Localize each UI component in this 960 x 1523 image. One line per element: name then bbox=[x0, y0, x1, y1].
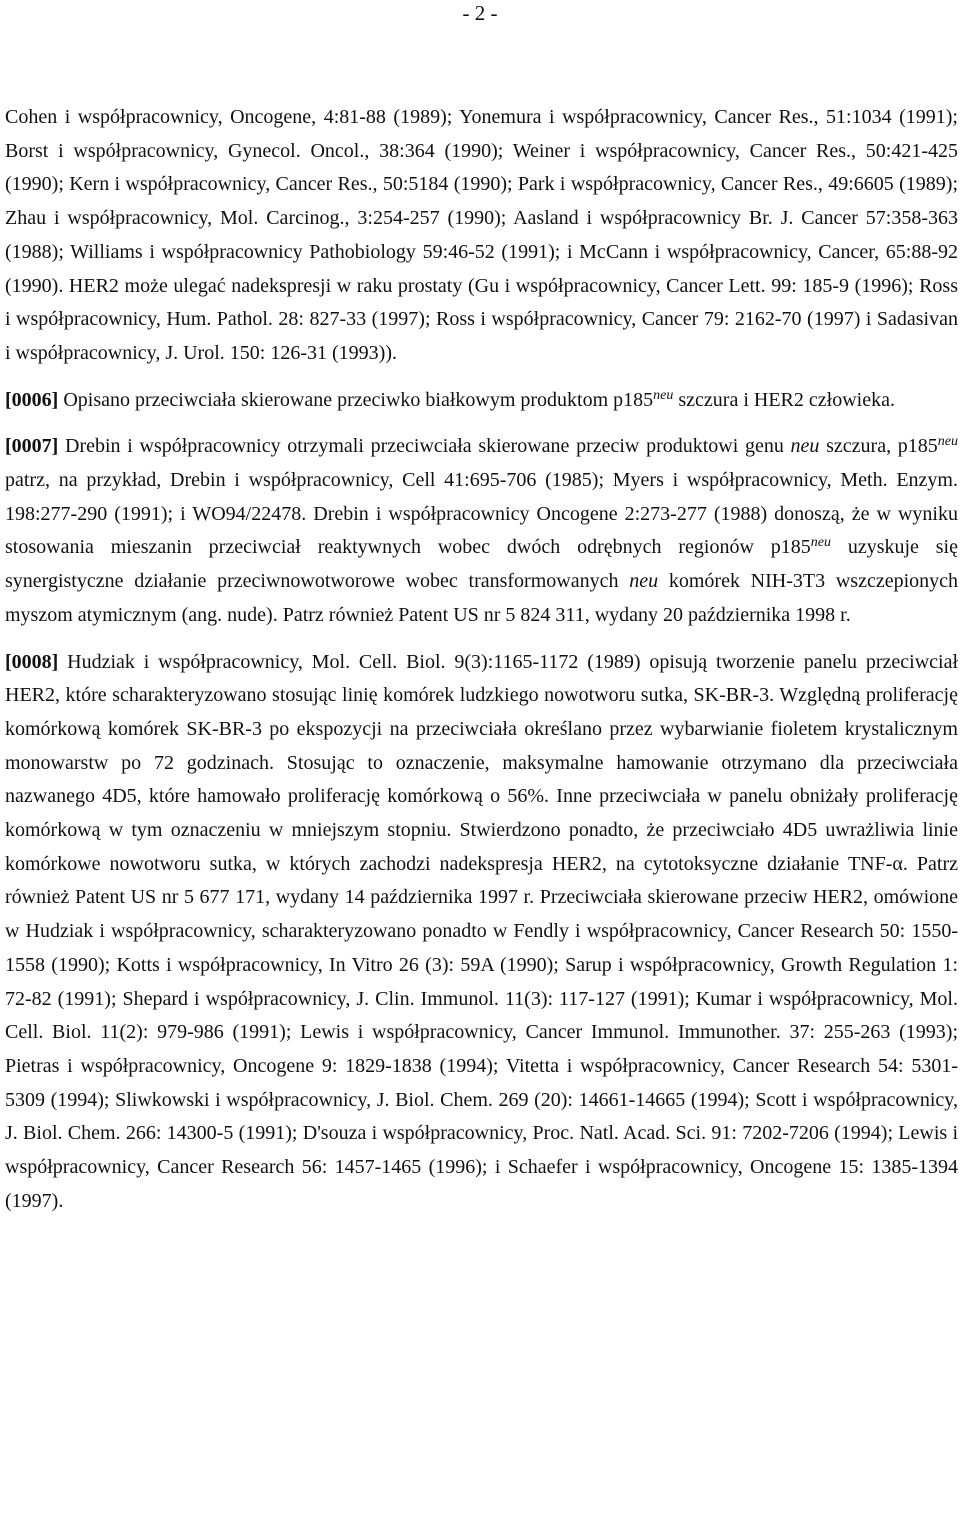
italic-gene-name: neu bbox=[790, 435, 820, 458]
paragraph-0008 bbox=[5, 646, 958, 1219]
paragraph-0007 bbox=[5, 430, 958, 632]
paragraph-text: szczura, p185 bbox=[819, 435, 938, 458]
paragraph-text: Drebin i współpracownicy otrzymali przeciwciała skierowane przeciw produktowi genu bbox=[58, 435, 791, 458]
italic-gene-name: neu bbox=[629, 570, 659, 593]
paragraph-number: [0006] bbox=[5, 388, 59, 411]
superscript: neu bbox=[810, 535, 831, 551]
paragraph-text: uzyskuje się synergistyczne działanie przeciwnowotworowe wobec transformowanych bbox=[5, 536, 958, 593]
page-number: - 2 - bbox=[462, 1, 498, 25]
document-body bbox=[5, 101, 958, 1232]
paragraph-continued bbox=[5, 101, 958, 371]
paragraph-number: [0007] bbox=[5, 435, 59, 458]
paragraph-0006 bbox=[5, 384, 958, 418]
superscript: neu bbox=[653, 387, 674, 403]
paragraph-text: Hudziak i współpracownicy, Mol. Cell. Biol. 9(3):1165-1172 (1989) opisują tworzenie panelu przeciwciał HER2, które scharakteryzowano stosując linię komórek ludzkiego nowotworu sutka, SK-BR-3. Względną proliferację komórkową komórek SK-BR-3 po ekspozycji na przeciwciała określano przez wybarwianie fioletem krystalicznym monowarstw po 72 godzinach. Stosując to oznaczenie, maksymalne hamowanie otrzymano dla przeciwciała nazwanego 4D5, które hamowało proliferację komórkową o 56%. Inne przeciwciała w panelu obniżały proliferację komórkową w tym oznaczeniu w mniejszym stopniu. Stwierdzono ponadto, że przeciwciało 4D5 uwrażliwia linie komórkowe nowotworu sutka, w których zachodzi nadekspresja HER2, na cytotoksyczne działanie TNF-α. Patrz również Patent US nr 5 677 171, wydany 14 października 1997 r. Przeciwciała skierowane przeciw HER2, omówione w Hudziak i współpracownicy, scharakteryzowano ponadto w Fendly i współpracownicy, Cancer Research 50: 1550-1558 (1990); Kotts i współpracownicy, In Vitro 26 (3): 59A (1990); Sarup i współpracownicy, Growth Regulation 1: 72-82 (1991); Shepard i współpracownicy, J. Clin. Immunol. 11(3): 117-127 (1991); Kumar i współpracownicy, Mol. Cell. Biol. 11(2): 979-986 (1991); Lewis i współpracownicy, Cancer Immunol. Immunother. 37: 255-263 (1993); Pietras i współpracownicy, Oncogene 9: 1829-1838 (1994); Vitetta i współpracownicy, Cancer Research 54: 5301-5309 (1994); Sliwkowski i współpracownicy, J. Biol. Chem. 269 (20): 14661-14665 (1994); Scott i współpracownicy, J. Biol. Chem. 266: 14300-5 (1991); D'souza i współpracownicy, Proc. Natl. Acad. Sci. 91: 7202-7206 (1994); Lewis i współpracownicy, Cancer Research 56: 1457-1465 (1996); i Schaefer i współpracownicy, Oncogene 15: 1385-1394 (1997). bbox=[5, 650, 958, 1212]
paragraph-text: szczura i HER2 człowieka. bbox=[673, 388, 895, 411]
paragraph-text: Cohen i współpracownicy, Oncogene, 4:81-88 (1989); Yonemura i współpracownicy, Cancer Res., 51:1034 (1991); Borst i współpracownicy, Gynecol. Oncol., 38:364 (1990); Weiner i współpracownicy, Cancer Res., 50:421-425 (1990); Kern i współpracownicy, Cancer Res., 50:5184 (1990); Park i współpracownicy, Cancer Res., 49:6605 (1989); Zhau i współpracownicy, Mol. Carcinog., 3:254-257 (1990); Aasland i współpracownicy Br. J. Cancer 57:358-363 (1988); Williams i współpracownicy Pathobiology 59:46-52 (1991); i McCann i współpracownicy, Cancer, 65:88-92 (1990). HER2 może ulegać nadekspresji w raku prostaty (Gu i współpracownicy, Cancer Lett. 99: 185-9 (1996); Ross i współpracownicy, Hum. Pathol. 28: 827-33 (1997); Ross i współpracownicy, Cancer 79: 2162-70 (1997) i Sadasivan i współpracownicy, J. Urol. 150: 126-31 (1993)). bbox=[5, 106, 958, 364]
paragraph-text: komórek NIH-3T3 wszczepionych myszom atymicznym (ang. nude). Patrz również Patent US nr 5 824 311, wydany 20 października 1998 r. bbox=[5, 570, 959, 626]
paragraph-text: Opisano przeciwciała skierowane przeciwko białkowym produktom p185 bbox=[58, 388, 654, 411]
paragraph-text: patrz, na przykład, Drebin i współpracownicy, Cell 41:695-706 (1985); Myers i współpracownicy, Meth. Enzym. 198:277-290 (1991); i WO94/22478. Drebin i współpracownicy Oncogene 2:273-277 (1988) donoszą, że w wyniku stosowania mieszanin przeciwciał reaktywnych wobec dwóch odrębnych regionów p185 bbox=[5, 469, 958, 559]
paragraph-number: [0008] bbox=[5, 650, 59, 673]
superscript: neu bbox=[937, 434, 958, 450]
